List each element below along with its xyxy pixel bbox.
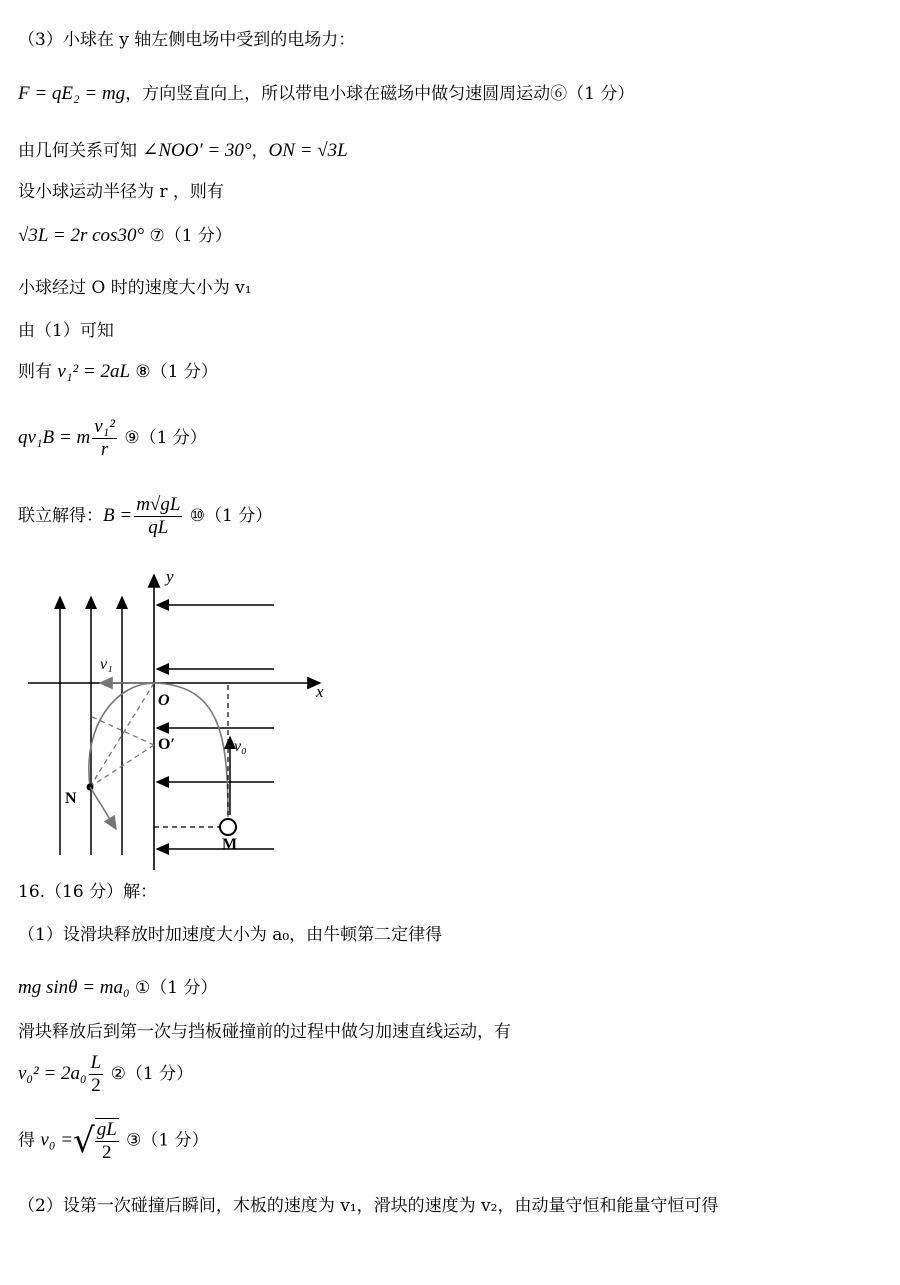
equation-8: v₁² = 2aL <box>57 361 131 382</box>
equation-line-9 <box>18 416 207 461</box>
equation-force: F = qE₂ = mg <box>18 83 126 104</box>
equation-16-1: mg sinθ = ma₀ <box>18 977 130 998</box>
mark-8: ⑧（1 分） <box>130 362 218 382</box>
problem-16-title: 16.（16 分）解： <box>18 882 158 902</box>
text-line-16-4: （2）设第一次碰撞后瞬间，木板的速度为 v₁，滑块的速度为 v₂，由动量守恒和能量守恒可得 <box>18 1196 719 1216</box>
equation-line-8 <box>18 360 218 384</box>
text-line-geometry <box>18 139 348 163</box>
y-axis-label: y <box>166 567 174 586</box>
fraction-10 <box>134 494 182 539</box>
fraction-16-3-den: 2 <box>101 1142 112 1163</box>
point-m-label: M <box>222 836 238 853</box>
velocity-n-arrow <box>90 787 116 829</box>
mark-16-2: ②（1 分） <box>105 1064 194 1084</box>
x-axis-label: x <box>316 682 324 701</box>
fraction-9 <box>92 416 117 461</box>
ball-m <box>220 819 236 835</box>
mark-9: ⑨（1 分） <box>118 428 207 448</box>
radical-sign: √ <box>73 1121 95 1161</box>
fraction-16-3 <box>95 1118 119 1164</box>
velocity-v0-label: v₀ <box>234 738 247 755</box>
equation-line-10 <box>18 494 272 539</box>
text-solve: 联立解得： <box>18 506 103 526</box>
fraction-16-3-num: gL <box>96 1119 117 1140</box>
equation-line-7 <box>18 224 232 248</box>
fraction-16-2-den: 2 <box>91 1075 101 1096</box>
text-line-velocity: 小球经过 O 时的速度大小为 v₁ <box>18 278 252 298</box>
equation-16-2-left: v₀² = 2a₀ <box>18 1063 87 1084</box>
text-geometry: 由几何关系可知 <box>18 141 143 161</box>
equation-line-force <box>18 82 634 106</box>
equation-line-16-2 <box>18 1052 193 1097</box>
equation-10-left: B = <box>103 505 133 526</box>
equation-9-left: qv₁B = m <box>18 427 91 448</box>
trajectory-figure <box>20 565 360 875</box>
text-then: 则有 <box>18 362 58 382</box>
equation-line-16-3 <box>18 1118 209 1164</box>
fraction-16-2-num: L <box>90 1052 102 1073</box>
equation-on: ON = √3L <box>268 140 348 161</box>
dashed-cross <box>88 715 154 745</box>
mark-7: ⑦（1 分） <box>144 226 232 246</box>
text-force-desc: ，方向竖直向上，所以带电小球在磁场中做匀速圆周运动⑥（1 分） <box>125 84 635 104</box>
fraction-9-num: v₁² <box>94 416 115 437</box>
equation-line-16-1 <box>18 976 218 1000</box>
fraction-10-num: m√gL <box>136 494 181 515</box>
fraction-10-den: qL <box>148 517 169 538</box>
point-o-label: O <box>158 692 170 709</box>
text-line-from-1: 由（1）可知 <box>18 321 114 341</box>
text-separator: ， <box>251 141 269 161</box>
equation-7: √3L = 2r cos30° <box>18 225 145 246</box>
text-line-radius: 设小球运动半径为 r ，则有 <box>18 182 224 202</box>
point-n-label: N <box>65 790 77 807</box>
equation-16-3-left: v₀ = <box>40 1129 74 1151</box>
fraction-9-den: r <box>100 439 109 460</box>
text-line-16-2: 滑块释放后到第一次与挡板碰撞前的过程中做匀加速直线运动，有 <box>18 1022 511 1042</box>
mark-16-3: ③（1 分） <box>120 1130 209 1151</box>
text-line-1: （3）小球在 y 轴左侧电场中受到的电场力： <box>18 30 356 50</box>
text-line-16-1: （1）设滑块释放时加速度大小为 a₀，由牛顿第二定律得 <box>18 925 443 945</box>
equation-angle: ∠NOO′ = 30° <box>142 140 252 161</box>
text-get: 得 <box>18 1130 41 1151</box>
mark-10: ⑩（1 分） <box>184 506 273 526</box>
velocity-v1-label: v₁ <box>100 656 113 673</box>
mark-16-1: ①（1 分） <box>129 978 218 998</box>
point-oprime-label: O′ <box>158 736 175 753</box>
fraction-16-2 <box>89 1052 104 1097</box>
